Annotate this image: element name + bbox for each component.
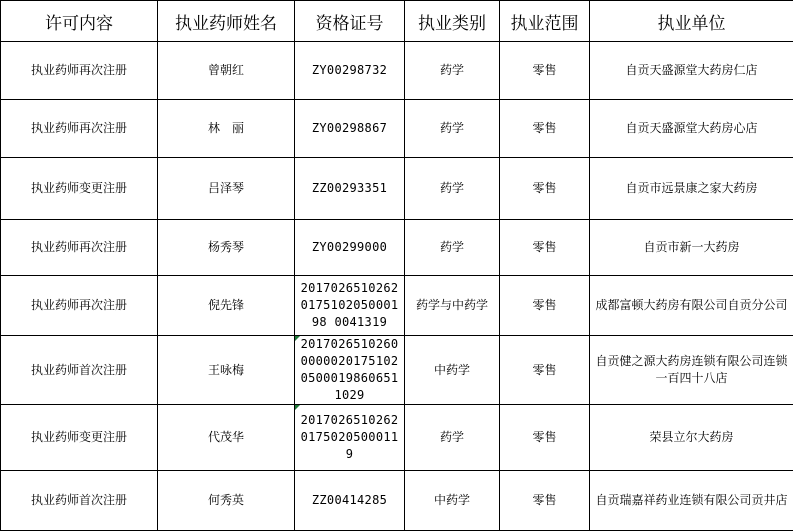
cell-unit: 自贡市远景康之家大药房 <box>590 158 793 220</box>
cell-permit: 执业药师再次注册 <box>1 100 158 158</box>
cell-permit: 执业药师再次注册 <box>1 276 158 336</box>
cell-unit: 自贡天盛源堂大药房心店 <box>590 100 793 158</box>
cell-marker-icon <box>295 405 300 410</box>
cell-cert-text: 2017026510260000002017510205000198606511029 <box>301 337 399 402</box>
cell-name: 曾朝红 <box>158 42 295 100</box>
cell-scope: 零售 <box>500 100 590 158</box>
cell-cert: 2017026510262017510205000198 0041319 <box>295 276 405 336</box>
table-row <box>1 405 793 471</box>
cell-permit: 执业药师再次注册 <box>1 220 158 276</box>
cell-category: 药学 <box>405 405 500 471</box>
table-row <box>1 220 793 276</box>
cell-name: 杨秀琴 <box>158 220 295 276</box>
cell-unit: 自贡市新一大药房 <box>590 220 793 276</box>
cell-unit: 自贡健之源大药房连锁有限公司连锁一百四十八店 <box>590 336 793 405</box>
cell-cert-text: 201702651026201750205000119 <box>301 413 399 461</box>
header-scope: 执业范围 <box>500 1 590 42</box>
cell-cert: ZY00299000 <box>295 220 405 276</box>
cell-name: 林 丽 <box>158 100 295 158</box>
table-row <box>1 158 793 220</box>
cell-name: 代茂华 <box>158 405 295 471</box>
cell-permit: 执业药师首次注册 <box>1 336 158 405</box>
cell-name: 王咏梅 <box>158 336 295 405</box>
cell-cert: ZZ00414285 <box>295 471 405 531</box>
cell-scope: 零售 <box>500 158 590 220</box>
cell-category: 药学 <box>405 158 500 220</box>
cell-scope: 零售 <box>500 336 590 405</box>
header-cert: 资格证号 <box>295 1 405 42</box>
cell-category: 中药学 <box>405 336 500 405</box>
cell-category: 药学 <box>405 220 500 276</box>
cell-cert: ZY00298732 <box>295 42 405 100</box>
cell-scope: 零售 <box>500 405 590 471</box>
cell-permit: 执业药师再次注册 <box>1 42 158 100</box>
cell-unit: 自贡瑞嘉祥药业连锁有限公司贡井店 <box>590 471 793 531</box>
header-row <box>1 1 793 42</box>
cell-category: 药学 <box>405 100 500 158</box>
cell-category: 中药学 <box>405 471 500 531</box>
cell-name: 倪先锋 <box>158 276 295 336</box>
table-row <box>1 276 793 336</box>
table-row <box>1 100 793 158</box>
cell-cert: ZZ00293351 <box>295 158 405 220</box>
cell-cert <box>295 405 405 471</box>
table-row <box>1 471 793 531</box>
cell-name: 吕泽琴 <box>158 158 295 220</box>
table-row <box>1 336 793 405</box>
cell-cert <box>295 336 405 405</box>
cell-permit: 执业药师变更注册 <box>1 158 158 220</box>
cell-scope: 零售 <box>500 220 590 276</box>
header-permit: 许可内容 <box>1 1 158 42</box>
header-category: 执业类别 <box>405 1 500 42</box>
cell-scope: 零售 <box>500 276 590 336</box>
cell-unit: 成都富顿大药房有限公司自贡分公司 <box>590 276 793 336</box>
cell-permit: 执业药师首次注册 <box>1 471 158 531</box>
header-name: 执业药师姓名 <box>158 1 295 42</box>
cell-category: 药学 <box>405 42 500 100</box>
cell-scope: 零售 <box>500 42 590 100</box>
cell-unit: 荣县立尔大药房 <box>590 405 793 471</box>
cell-category: 药学与中药学 <box>405 276 500 336</box>
cell-scope: 零售 <box>500 471 590 531</box>
cell-marker-icon <box>295 336 300 341</box>
cell-unit: 自贡天盛源堂大药房仁店 <box>590 42 793 100</box>
cell-cert: ZY00298867 <box>295 100 405 158</box>
header-unit: 执业单位 <box>590 1 793 42</box>
table-row <box>1 42 793 100</box>
cell-permit: 执业药师变更注册 <box>1 405 158 471</box>
cell-name: 何秀英 <box>158 471 295 531</box>
